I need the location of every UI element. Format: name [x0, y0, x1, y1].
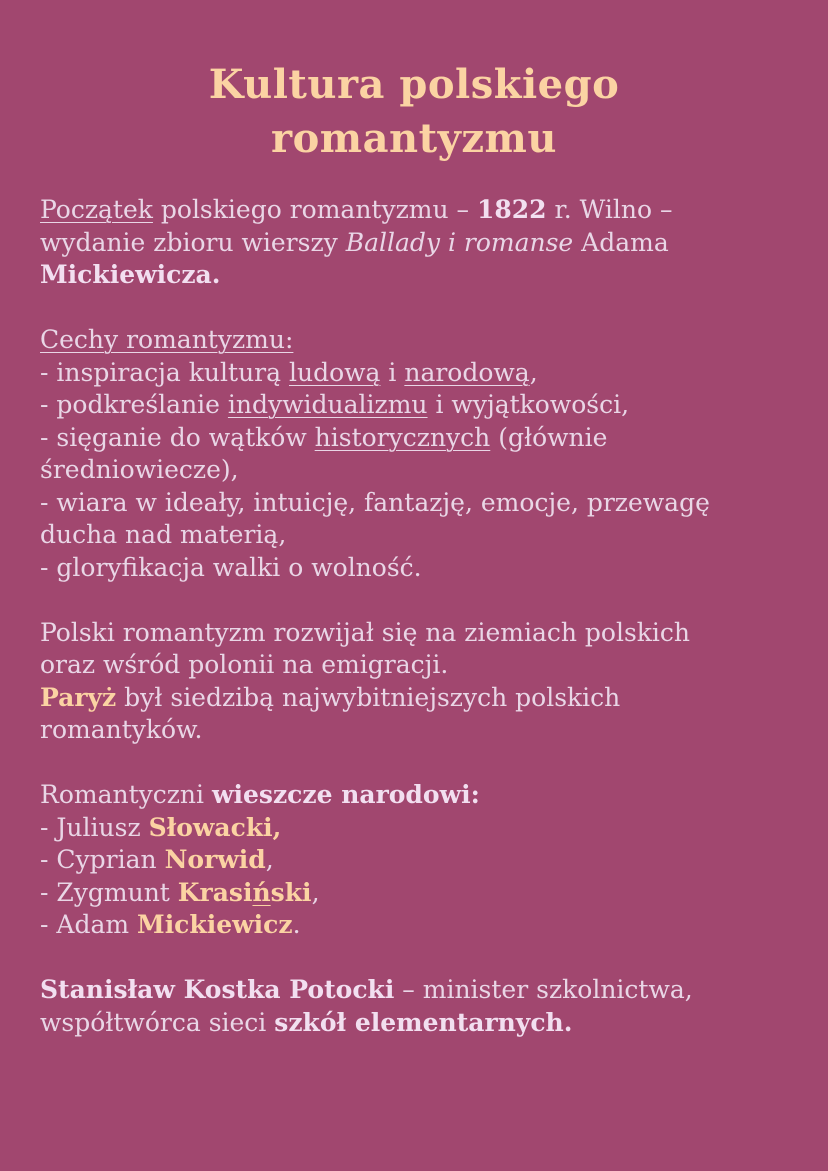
features-heading: Cechy romantyzmu: — [40, 325, 294, 354]
bards-intro-bold: wieszcze narodowi: — [211, 780, 480, 809]
bard-mickiewicz — [40, 909, 788, 942]
intro-paragraph — [40, 194, 788, 292]
intro-text-4: Adama — [573, 227, 669, 257]
bard-norwid — [40, 844, 788, 877]
feature-2-indywidualizm: indywidualizmu — [227, 390, 428, 419]
bard-2-suffix: , — [265, 845, 274, 874]
title-line-1: Kultura polskiego — [208, 61, 620, 108]
bard-3-name-underlined: ń — [252, 877, 271, 907]
intro-text-1: polskiego romantyzmu – — [152, 195, 477, 224]
intro-line-1 — [40, 194, 788, 227]
feature-1-text-b: i — [380, 357, 405, 387]
bard-3-name-b: ski — [270, 877, 312, 907]
feature-4-continued: ducha nad materią, — [40, 520, 287, 549]
feature-1 — [40, 357, 788, 390]
emigration-line-1: Polski romantyzm rozwijał się na ziemiach polskich — [40, 617, 691, 647]
potocki-line-1 — [40, 974, 788, 1007]
title-line-2: romantyzmu — [271, 115, 557, 162]
potocki-paragraph — [40, 974, 788, 1039]
document-body — [40, 194, 788, 1039]
emigration-text-3: był siedzibą najwybitniejszych polskich — [116, 682, 621, 712]
potocki-schools: szkół elementarnych. — [274, 1007, 573, 1037]
feature-1-narodowa: narodową — [404, 357, 530, 387]
paris-highlight: Paryż — [40, 682, 117, 712]
bards-intro-text: Romantyczni — [40, 780, 212, 809]
feature-5: - gloryfikacja walki o wolność. — [40, 552, 422, 582]
potocki-text-1: – minister szkolnictwa, — [394, 975, 693, 1004]
emigration-line-3 — [40, 682, 788, 715]
bard-3-prefix: - Zygmunt — [40, 877, 178, 907]
feature-3-continued: średniowiecze), — [40, 455, 239, 484]
feature-3-historyczne: historycznych — [314, 422, 491, 452]
feature-3-text-a: - sięganie do wątków — [40, 422, 315, 452]
feature-3 — [40, 422, 788, 455]
potocki-name: Stanisław Kostka Potocki — [40, 975, 395, 1004]
features-paragraph — [40, 324, 788, 584]
word-poczatek: Początek — [40, 195, 153, 224]
bard-1-name: Słowacki, — [148, 812, 282, 842]
bard-4-name: Mickiewicz — [137, 910, 293, 939]
year-1822: 1822 — [476, 195, 547, 224]
bard-1-prefix: - Juliusz — [40, 812, 149, 842]
bard-4-suffix: . — [292, 910, 301, 939]
author-name: Mickiewicza. — [40, 260, 221, 289]
intro-text-2: r. Wilno – — [546, 195, 673, 224]
book-title: Ballady i romanse — [345, 227, 574, 257]
feature-1-ludowa: ludową — [288, 357, 381, 387]
intro-line-3 — [40, 259, 788, 292]
feature-2-text-a: - podkreślanie — [40, 390, 228, 419]
feature-3-text-b: (głównie — [490, 422, 608, 452]
page-title — [40, 0, 788, 166]
bard-3-name — [178, 878, 312, 907]
emigration-paragraph — [40, 617, 788, 747]
bard-slowacki — [40, 812, 788, 845]
feature-2-text-b: i wyjątkowości, — [427, 390, 630, 419]
bard-krasinski — [40, 877, 788, 910]
potocki-text-2: współtwórca sieci — [40, 1007, 275, 1037]
bard-2-name: Norwid — [164, 845, 266, 874]
bards-intro — [40, 779, 788, 812]
bards-paragraph — [40, 779, 788, 942]
bard-4-prefix: - Adam — [40, 910, 138, 939]
emigration-line-2: oraz wśród polonii na emigracji. — [40, 650, 449, 679]
potocki-line-2 — [40, 1007, 788, 1040]
feature-2 — [40, 389, 788, 422]
bard-3-suffix: , — [311, 877, 320, 907]
bard-2-prefix: - Cyprian — [40, 845, 165, 874]
emigration-line-4: romantyków. — [40, 715, 203, 744]
intro-text-3: wydanie zbioru wierszy — [40, 227, 346, 257]
feature-4: - wiara w ideały, intuicję, fantazję, emocje, przewagę — [40, 487, 710, 517]
feature-1-text-c: , — [529, 357, 538, 387]
bard-3-name-a: Krasi — [177, 877, 253, 907]
intro-line-2 — [40, 227, 788, 260]
feature-1-text-a: - inspiracja kulturą — [40, 357, 289, 387]
